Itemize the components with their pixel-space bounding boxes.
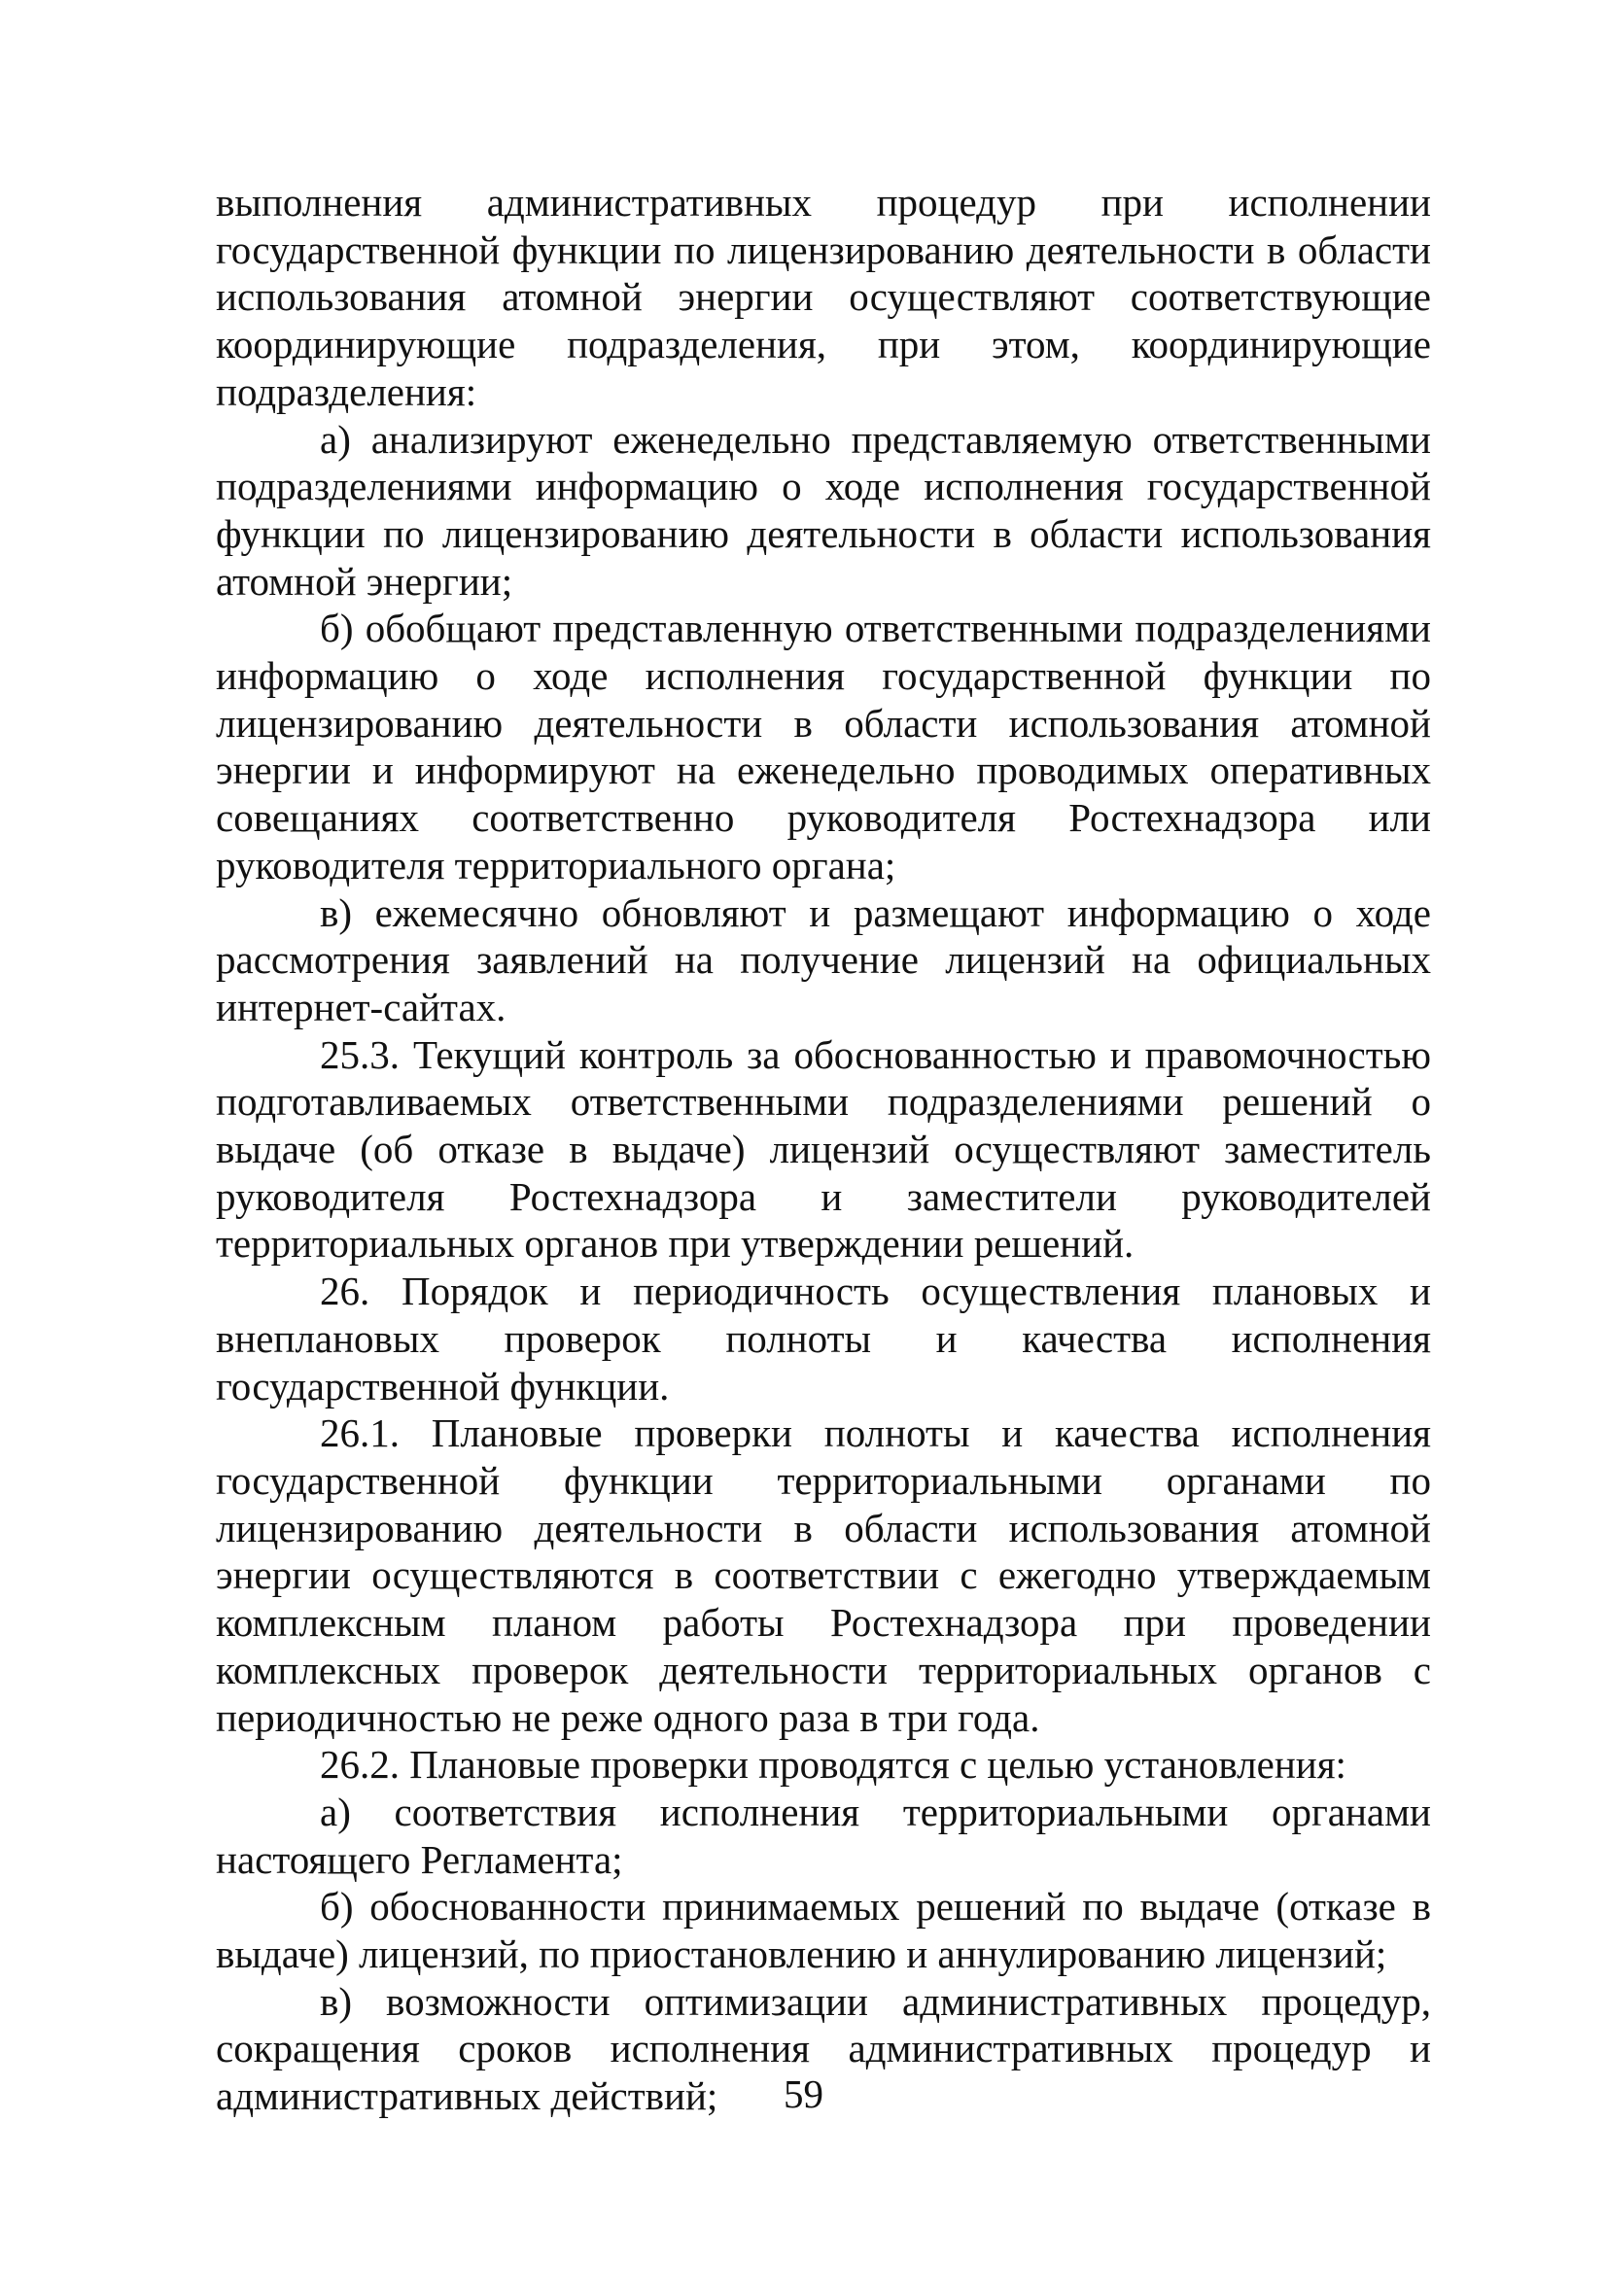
paragraph-item-a-analysis: а) анализируют еженедельно представляемую ответственными подразделениями информацию о ходе исполнения государственной функции по лицензированию деятельности в области использования атомной энергии; [216, 416, 1431, 604]
paragraph-26: 26. Порядок и периодичность осуществления плановых и внеплановых проверок полноты и качества исполнения государственной функции. [216, 1269, 1431, 1409]
paragraph-26-2-item-v: в) возможности оптимизации административных процедур, сокращения сроков исполнения административных процедур и административных действий; [216, 1978, 1431, 2119]
paragraph-25-3: 25.3. Текущий контроль за обоснованностью и правомочностью подготавливаемых ответственными подразделениями решений о выдаче (об отказе в выдаче) лицензий осуществляют заместитель руководителя Ростехнадзора и заместители руководителей территориальных органов при утверждении решений. [216, 1031, 1431, 1267]
paragraph-26-2-item-a: а) соответствия исполнения территориальными органами настоящего Регламента; [216, 1789, 1431, 1882]
paragraph-item-b-summary: б) обобщают представленную ответственными подразделениями информацию о ходе исполнения государственной функции по лицензированию деятельности в области использования атомной энергии и информируют на еженедельно проводимых оперативных совещаниях соответственно руководителя Ростехнадзора или руководителя территориального органа; [216, 606, 1431, 887]
paragraph-26-2-item-b: б) обоснованности принимаемых решений по выдаче (отказе в выдаче) лицензий, по приостановлению и аннулированию лицензий; [216, 1884, 1431, 1977]
paragraph-26-2: 26.2. Плановые проверки проводятся с целью установления: [320, 1742, 1346, 1788]
paragraph-continuation: выполнения административных процедур при исполнении государственной функции по лицензированию деятельности в области использования атомной энергии осуществляют соответствующие координирующие подразделения, при этом, координирующие подразделения: [216, 180, 1431, 414]
paragraph-item-v-update: в) ежемесячно обновляют и размещают информацию о ходе рассмотрения заявлений на получение лицензий на официальных интернет-сайтах. [216, 889, 1431, 1029]
paragraph-26-1: 26.1. Плановые проверки полноты и качества исполнения государственной функции территориальными органами по лицензированию деятельности в области использования атомной энергии осуществляются в соответствии с ежегодно утверждаемым комплексным планом работы Ростехнадзора при проведении комплексных проверок деятельности территориальных органов с периодичностью не реже одного раза в три года. [216, 1410, 1431, 1740]
page-number: 59 [784, 2071, 823, 2116]
page-body [216, 179, 1431, 2120]
